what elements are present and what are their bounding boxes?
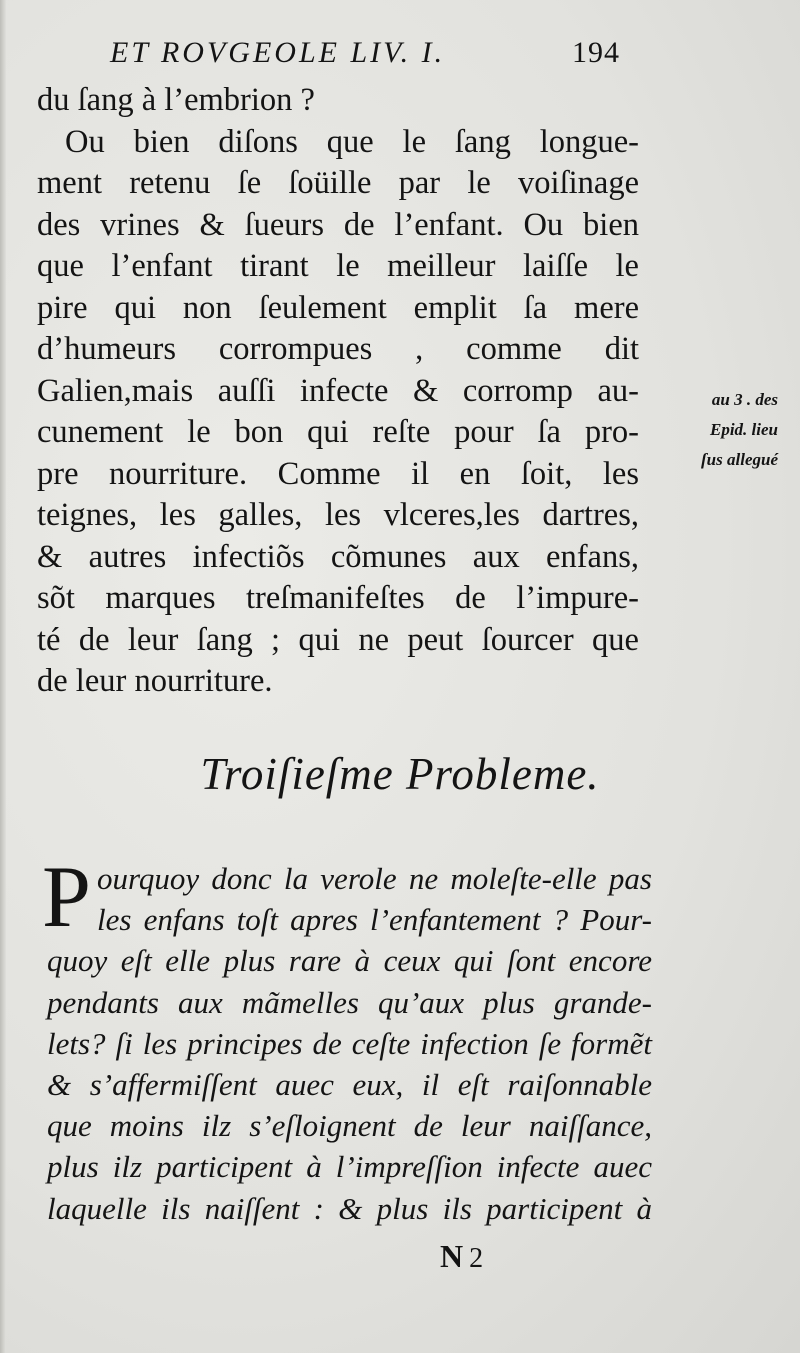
page-edge — [0, 0, 6, 1353]
signature-mark — [440, 1238, 483, 1275]
text-line: & autres infectiõs cõmunes aux enfans, — [37, 538, 639, 575]
text-line: Ou bien diſons que le ſang longue- — [65, 123, 639, 160]
margin-note-line: au 3 . des — [711, 390, 778, 409]
text-line: teignes, les galles, les vlceres,les dartres, — [37, 497, 639, 533]
text-line: pire qui non ſeulement emplit ſa mere — [37, 289, 639, 326]
text-line: ment retenu ſe ſoüille par le voiſinage — [37, 165, 639, 201]
italic-text-block — [47, 858, 652, 1229]
body-text — [37, 80, 639, 703]
italic-text-line: laquelle ils naiſſent : & plus ils participent à — [47, 1190, 652, 1226]
text-line: du ſang à l’embrion ? — [37, 82, 315, 118]
signature-letter: N — [440, 1238, 464, 1274]
italic-text-line: les enfans toſt apres l’enfantement ? Pour- — [97, 902, 652, 938]
text-line: sõt marques treſmanifeſtes de l’impure- — [37, 580, 639, 616]
text-line: que l’enfant tirant le meilleur laiſſe le — [37, 248, 639, 284]
text-line: d’humeurs corrompues , comme dit — [37, 331, 639, 367]
margin-note-line: ſus allegué — [701, 450, 778, 469]
italic-text-line: & s’affermiſſent auec eux, il eſt raiſonnable — [47, 1066, 652, 1102]
text-line: té de leur ſang ; qui ne peut ſourcer que — [37, 621, 639, 658]
signature-number: 2 — [469, 1243, 484, 1274]
drop-cap: P — [42, 849, 91, 946]
running-title: ET ROVGEOLE LIV. I. — [110, 36, 446, 69]
italic-text-line: pendants aux mãmelles qu’aux plus grande- — [47, 984, 652, 1020]
text-line: Galien,mais auſſi infecte & corromp au- — [37, 372, 639, 409]
margin-note — [648, 385, 778, 475]
text-line: de leur nourriture. — [37, 663, 273, 699]
italic-text-line: plus ilz participent à l’impreſſion infecte auec — [47, 1149, 652, 1185]
italic-text-line: que moins ilz s’eſloignent de leur naiſſance, — [47, 1108, 652, 1144]
text-line: des vrines & ſueurs de l’enfant. Ou bien — [37, 206, 639, 243]
page-number: 194 — [572, 36, 620, 69]
section-heading: Troiſieſme Probleme. — [200, 749, 600, 799]
italic-text-line: lets? ſi les principes de ceſte infection ſe formẽt — [47, 1025, 652, 1061]
italic-text-line: quoy eſt elle plus rare à ceux qui ſont encore — [47, 943, 652, 979]
italic-text-line: ourquoy donc la verole ne moleſte-elle pas — [97, 861, 652, 896]
text-line: pre nourriture. Comme il en ſoit, les — [37, 455, 639, 492]
text-line: cunement le bon qui reſte pour ſa pro- — [37, 414, 639, 450]
margin-note-line: Epid. lieu — [709, 420, 778, 439]
